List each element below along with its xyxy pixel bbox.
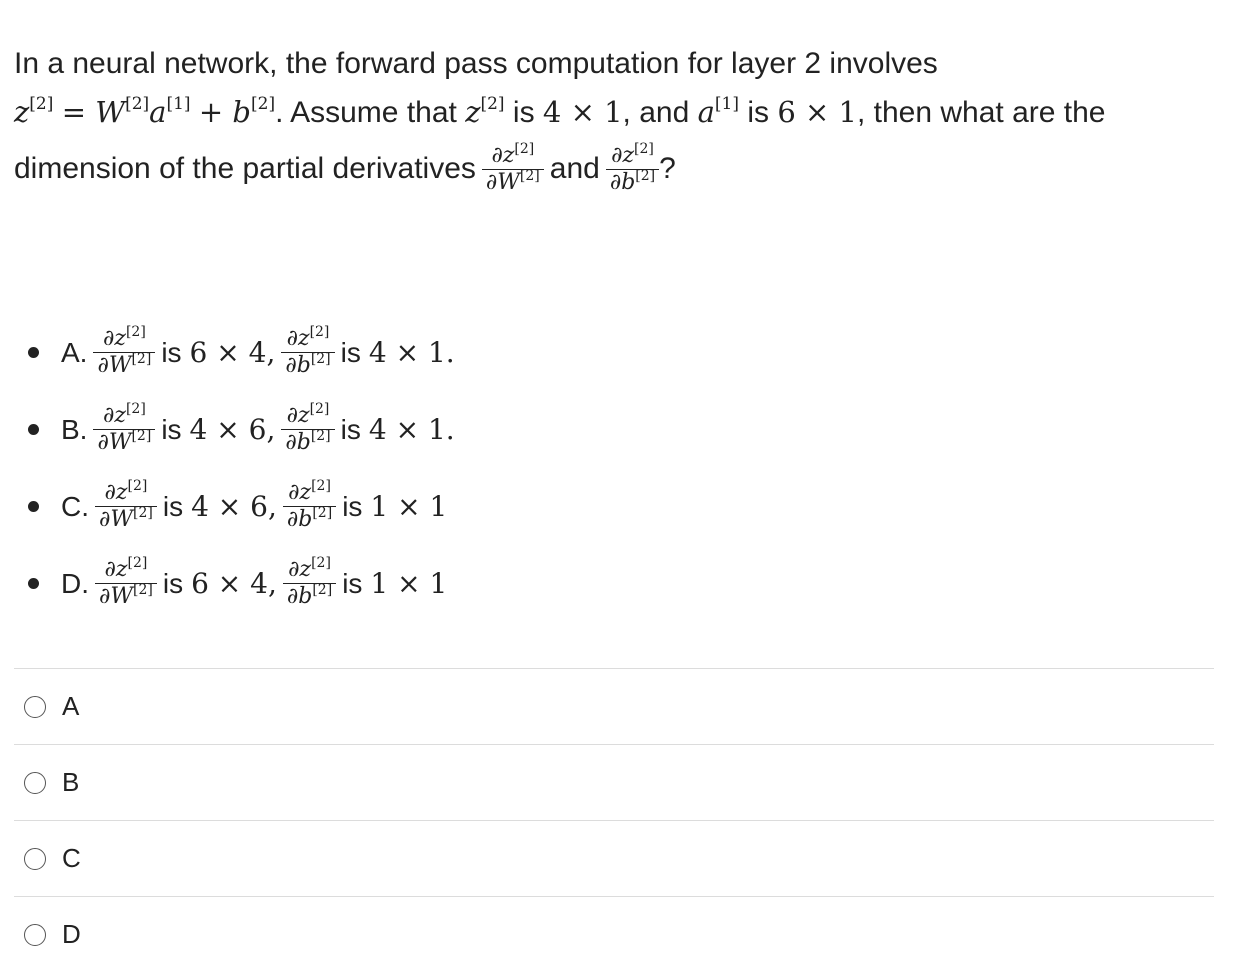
dz-db-fraction: $\frac{\partial z^{[2]}}{\partial b^{[2]}}$ bbox=[283, 480, 336, 533]
radio-button[interactable] bbox=[24, 924, 46, 946]
answer-option-label: A bbox=[62, 691, 80, 721]
radio-button[interactable] bbox=[24, 772, 46, 794]
answer-option-label: D bbox=[62, 919, 81, 949]
answer-option[interactable] bbox=[14, 744, 1214, 820]
bullet-icon bbox=[28, 347, 39, 358]
question-line-3: dimension of the partial derivatives $\frac{\partial z^{[2]}}{\partial W^{[2]}}$ and $\frac{\partial z^{[2]}}{\partial b^{[2]}}$ ? bbox=[14, 140, 676, 195]
bullet-icon bbox=[28, 578, 39, 589]
db-dimension: 4 × 1. bbox=[368, 413, 455, 446]
dz-dw-fraction: $\frac{\partial z^{[2]}}{\partial W^{[2]}}$ bbox=[95, 480, 157, 533]
dz-dw-fraction: $\frac{\partial z^{[2]}}{\partial W^{[2]}}$ bbox=[95, 557, 157, 610]
radio-button[interactable] bbox=[24, 848, 46, 870]
dw-dimension: 4 × 6, bbox=[191, 490, 277, 523]
dw-dimension: 6 × 4, bbox=[191, 567, 277, 600]
dw-dimension: 6 × 4, bbox=[189, 336, 276, 369]
answer-option[interactable] bbox=[14, 820, 1214, 896]
question-line-1: In a neural network, the forward pass computation for layer 2 involves bbox=[14, 47, 938, 80]
answer-option-label: B bbox=[62, 767, 80, 797]
choice-letter: C. bbox=[61, 490, 89, 522]
choice-item: B. $\frac{\partial z^{[2]}}{\partial W^{[2]}}$ is 4 × 6, $\frac{\partial z^{[2]}}{\partial b^{[2]}}$ is 4 × 1. bbox=[28, 391, 455, 468]
math-b2: b[2] bbox=[232, 94, 276, 129]
bullet-icon bbox=[28, 424, 39, 435]
answer-options bbox=[14, 668, 1214, 972]
dz-dw-fraction: $\frac{\partial z^{[2]}}{\partial W^{[2]}}$ bbox=[93, 326, 155, 379]
dw-dimension: 4 × 6, bbox=[189, 413, 276, 446]
dz-dw-fraction: $\frac{\partial z^{[2]}}{\partial W^{[2]}}$ bbox=[93, 403, 155, 456]
answer-option-label: C bbox=[62, 843, 81, 873]
answer-option[interactable] bbox=[14, 896, 1214, 972]
radio-button[interactable] bbox=[24, 696, 46, 718]
bullet-icon bbox=[28, 501, 39, 512]
question-line-2: z[2] = W[2]a[1] + b[2]. Assume that z[2] is 4 × 1, and a[1] is 6 × 1, then what are the bbox=[14, 94, 1106, 129]
choice-item: A. $\frac{\partial z^{[2]}}{\partial W^{[2]}}$ is 6 × 4, $\frac{\partial z^{[2]}}{\partial b^{[2]}}$ is 4 × 1. bbox=[28, 314, 455, 391]
dz-db-fraction: $\frac{\partial z^{[2]}}{\partial b^{[2]}}$ bbox=[281, 326, 334, 379]
choice-letter: B. bbox=[61, 413, 88, 445]
math-z2: z[2] bbox=[14, 94, 54, 129]
dim-z: 4 × 1 bbox=[542, 95, 623, 129]
dz-db-fraction: $\frac{\partial z^{[2]}}{\partial b^{[2]}}$ bbox=[281, 403, 334, 456]
choice-item: C. $\frac{\partial z^{[2]}}{\partial W^{[2]}}$ is 4 × 6, $\frac{\partial z^{[2]}}{\partial b^{[2]}}$ is 1 × 1 bbox=[28, 468, 455, 545]
dim-a: 6 × 1 bbox=[777, 95, 857, 129]
math-w2a1: W[2]a[1] bbox=[95, 94, 191, 129]
db-dimension: 1 × 1 bbox=[370, 490, 448, 523]
db-dimension: 4 × 1. bbox=[368, 336, 455, 369]
db-dimension: 1 × 1 bbox=[370, 567, 448, 600]
question-text bbox=[14, 40, 1224, 202]
dz-dw-fraction: $\frac{\partial z^{[2]}}{\partial W^{[2]}}$ bbox=[482, 143, 544, 196]
dz-db-fraction: $\frac{\partial z^{[2]}}{\partial b^{[2]}}$ bbox=[283, 557, 336, 610]
choice-letter: D. bbox=[61, 567, 89, 599]
answer-option[interactable] bbox=[14, 668, 1214, 744]
choice-letter: A. bbox=[61, 336, 88, 368]
dz-db-fraction: $\frac{\partial z^{[2]}}{\partial b^{[2]}}$ bbox=[606, 143, 659, 196]
choice-list bbox=[28, 314, 455, 622]
choice-item: D. $\frac{\partial z^{[2]}}{\partial W^{[2]}}$ is 6 × 4, $\frac{\partial z^{[2]}}{\partial b^{[2]}}$ is 1 × 1 bbox=[28, 545, 455, 622]
